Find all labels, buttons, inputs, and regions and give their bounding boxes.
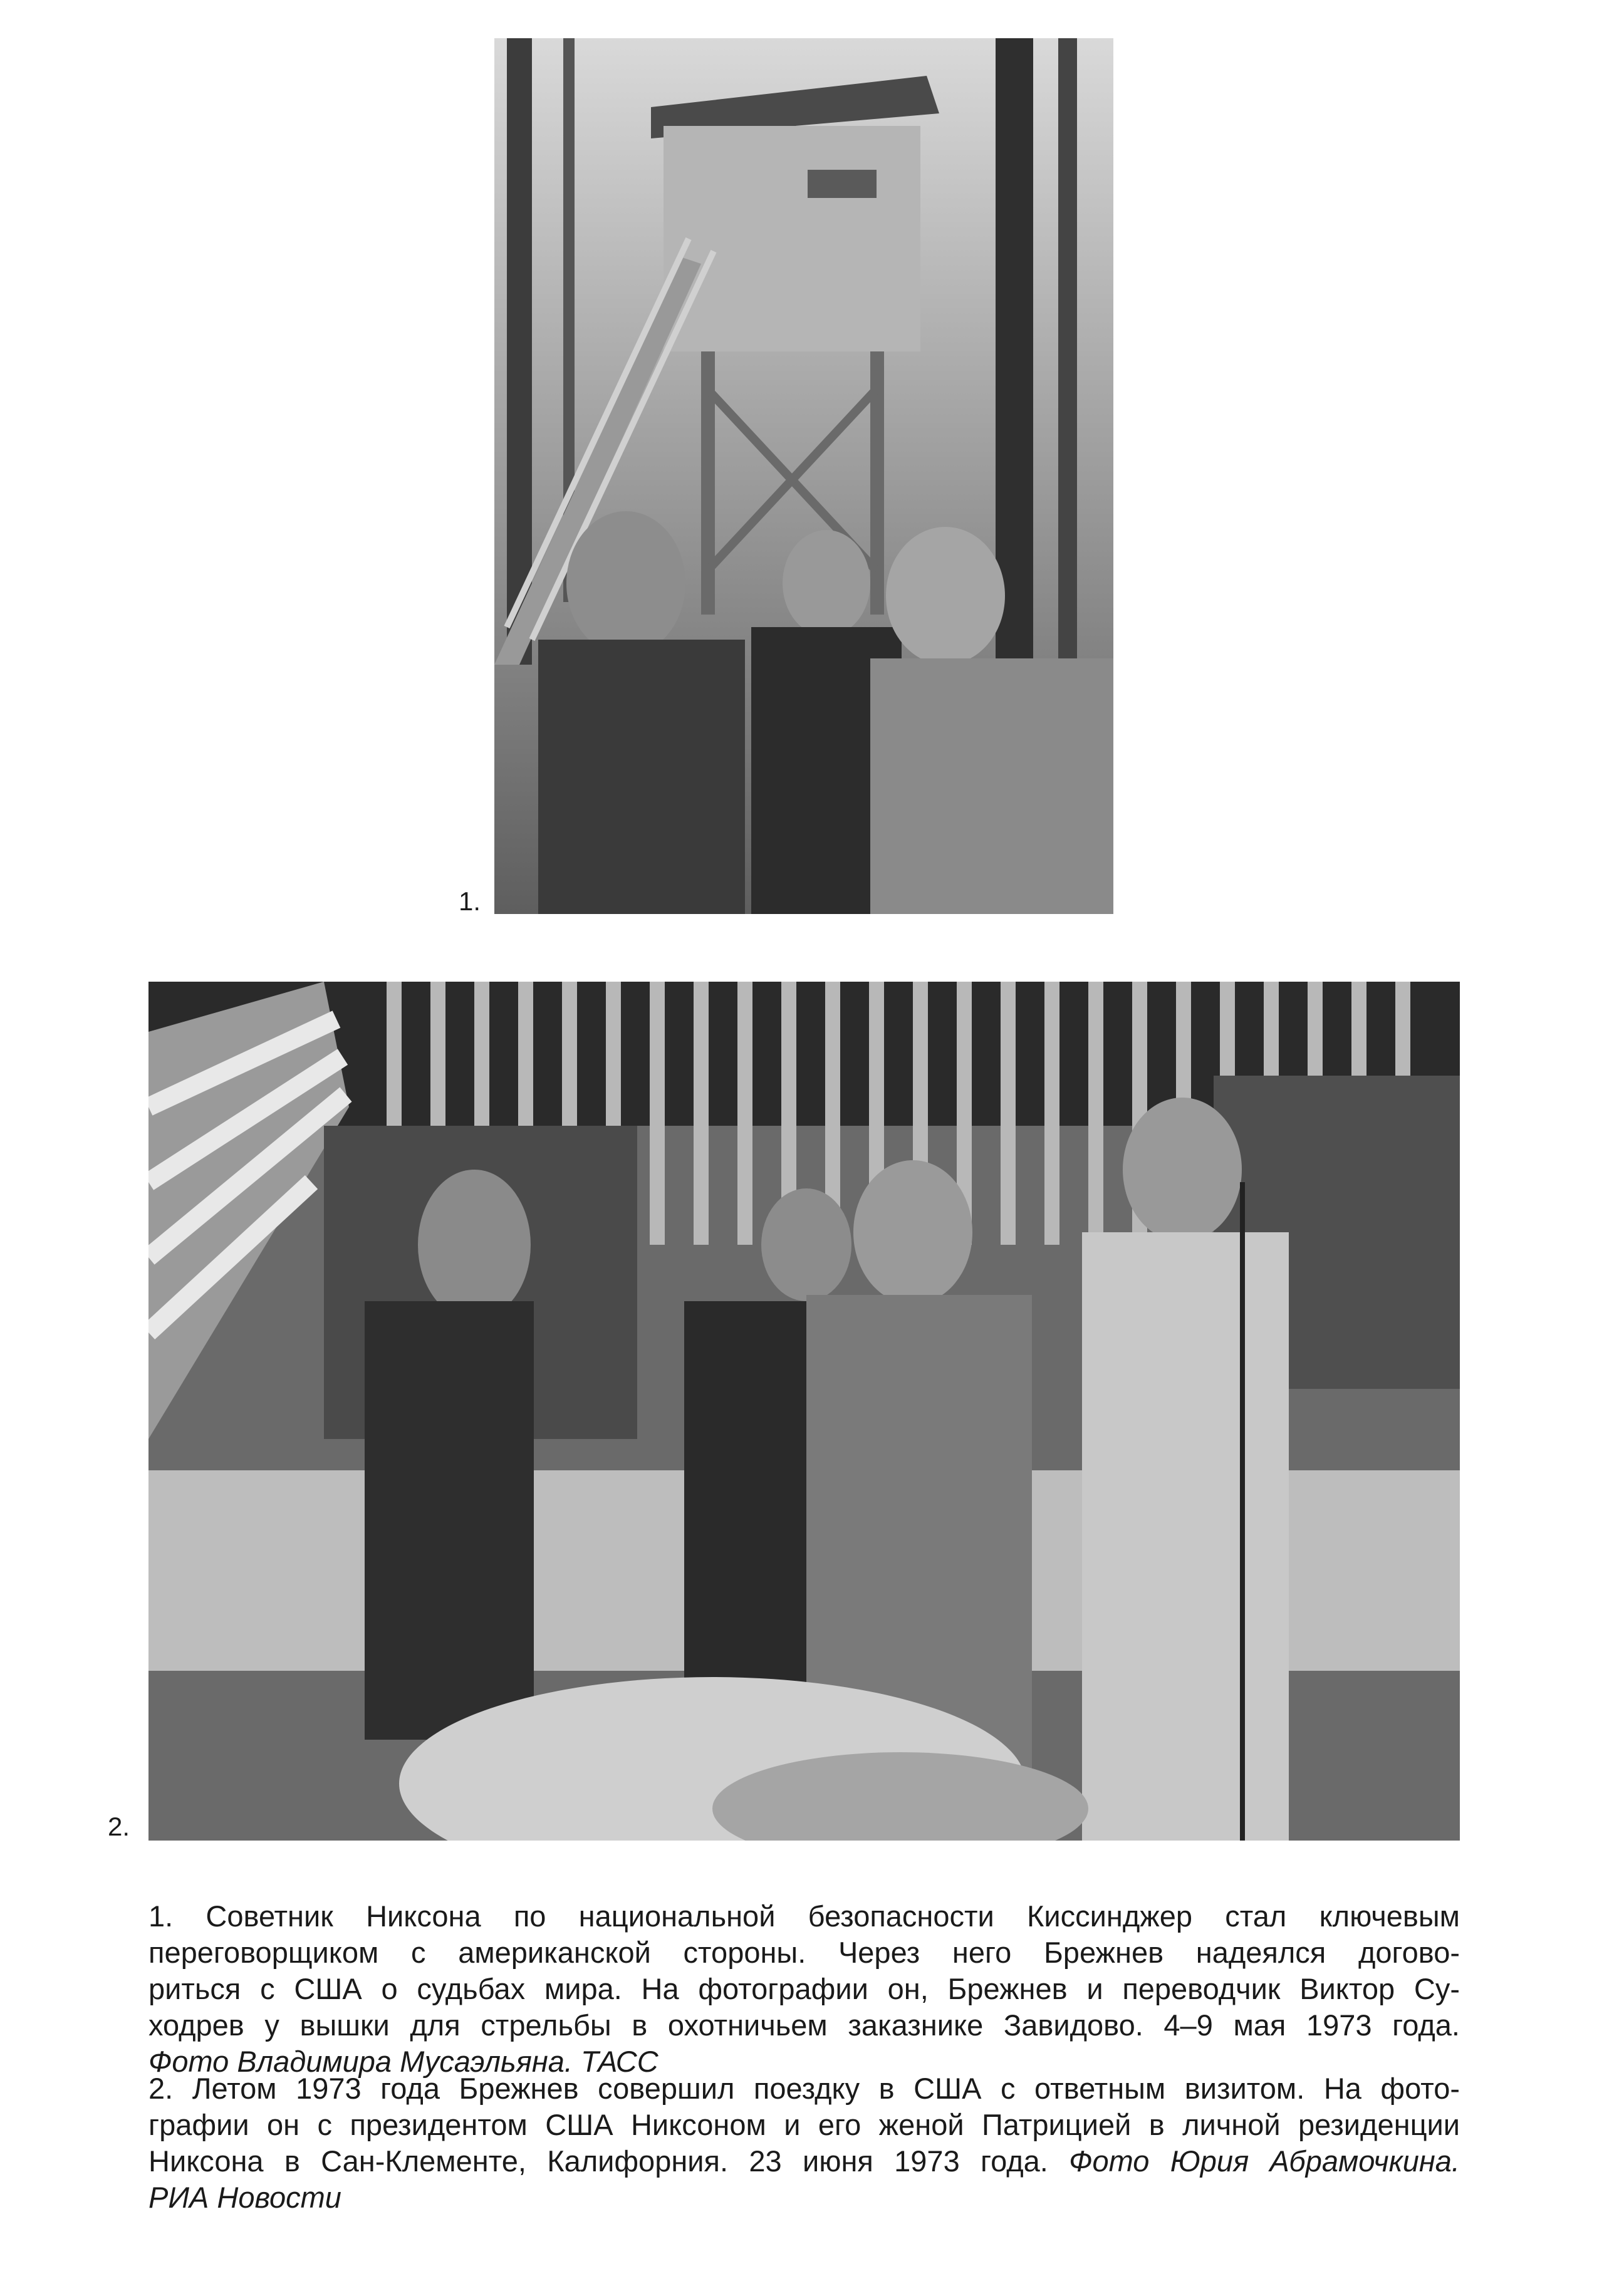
caption-1-line-3: риться с США о судьбах мира. На фотографии он, Брежнев и переводчик Виктор Су- [148, 1972, 1460, 2005]
photo-2-image [148, 982, 1460, 1841]
photo-1-image [494, 38, 1113, 914]
caption-1-line-4: ходрев у вышки для стрельбы в охотничьем заказнике Завидово. 4–9 мая 1973 года. [148, 2008, 1460, 2042]
caption-2-line-3-text: Никсона в Сан-Клементе, Калифорния. 23 июня 1973 года. [148, 2144, 1048, 2178]
caption-1-credit: Фото Владимира Мусаэльяна. ТАСС [148, 2045, 658, 2078]
photo-2-number: 2. [108, 1812, 130, 1841]
caption-2-credit-part-1: Фото Юрия Абрамочкина. [1069, 2144, 1460, 2178]
caption-2-line-2: графии он с президентом США Никсоном и его женой Патрицией в личной резиденции [148, 2108, 1460, 2141]
photo-1-number: 1. [459, 886, 481, 916]
caption-1-line-1: 1. Советник Никсона по национальной безопасности Киссинджер стал ключевым [148, 1899, 1460, 1933]
caption-2-credit-part-2: РИА Новости [148, 2181, 341, 2214]
caption-2-line-3 [148, 2143, 1460, 2179]
photo-1 [494, 38, 1113, 914]
caption-1-line-2: переговорщиком с американской стороны. Через него Брежнев надеялся догово- [148, 1936, 1460, 1969]
photo-2 [148, 982, 1460, 1841]
caption-2 [148, 2070, 1460, 2216]
caption-1 [148, 1898, 1460, 2080]
caption-2-line-1: 2. Летом 1973 года Брежнев совершил поездку в США с ответным визитом. На фото- [148, 2072, 1460, 2105]
